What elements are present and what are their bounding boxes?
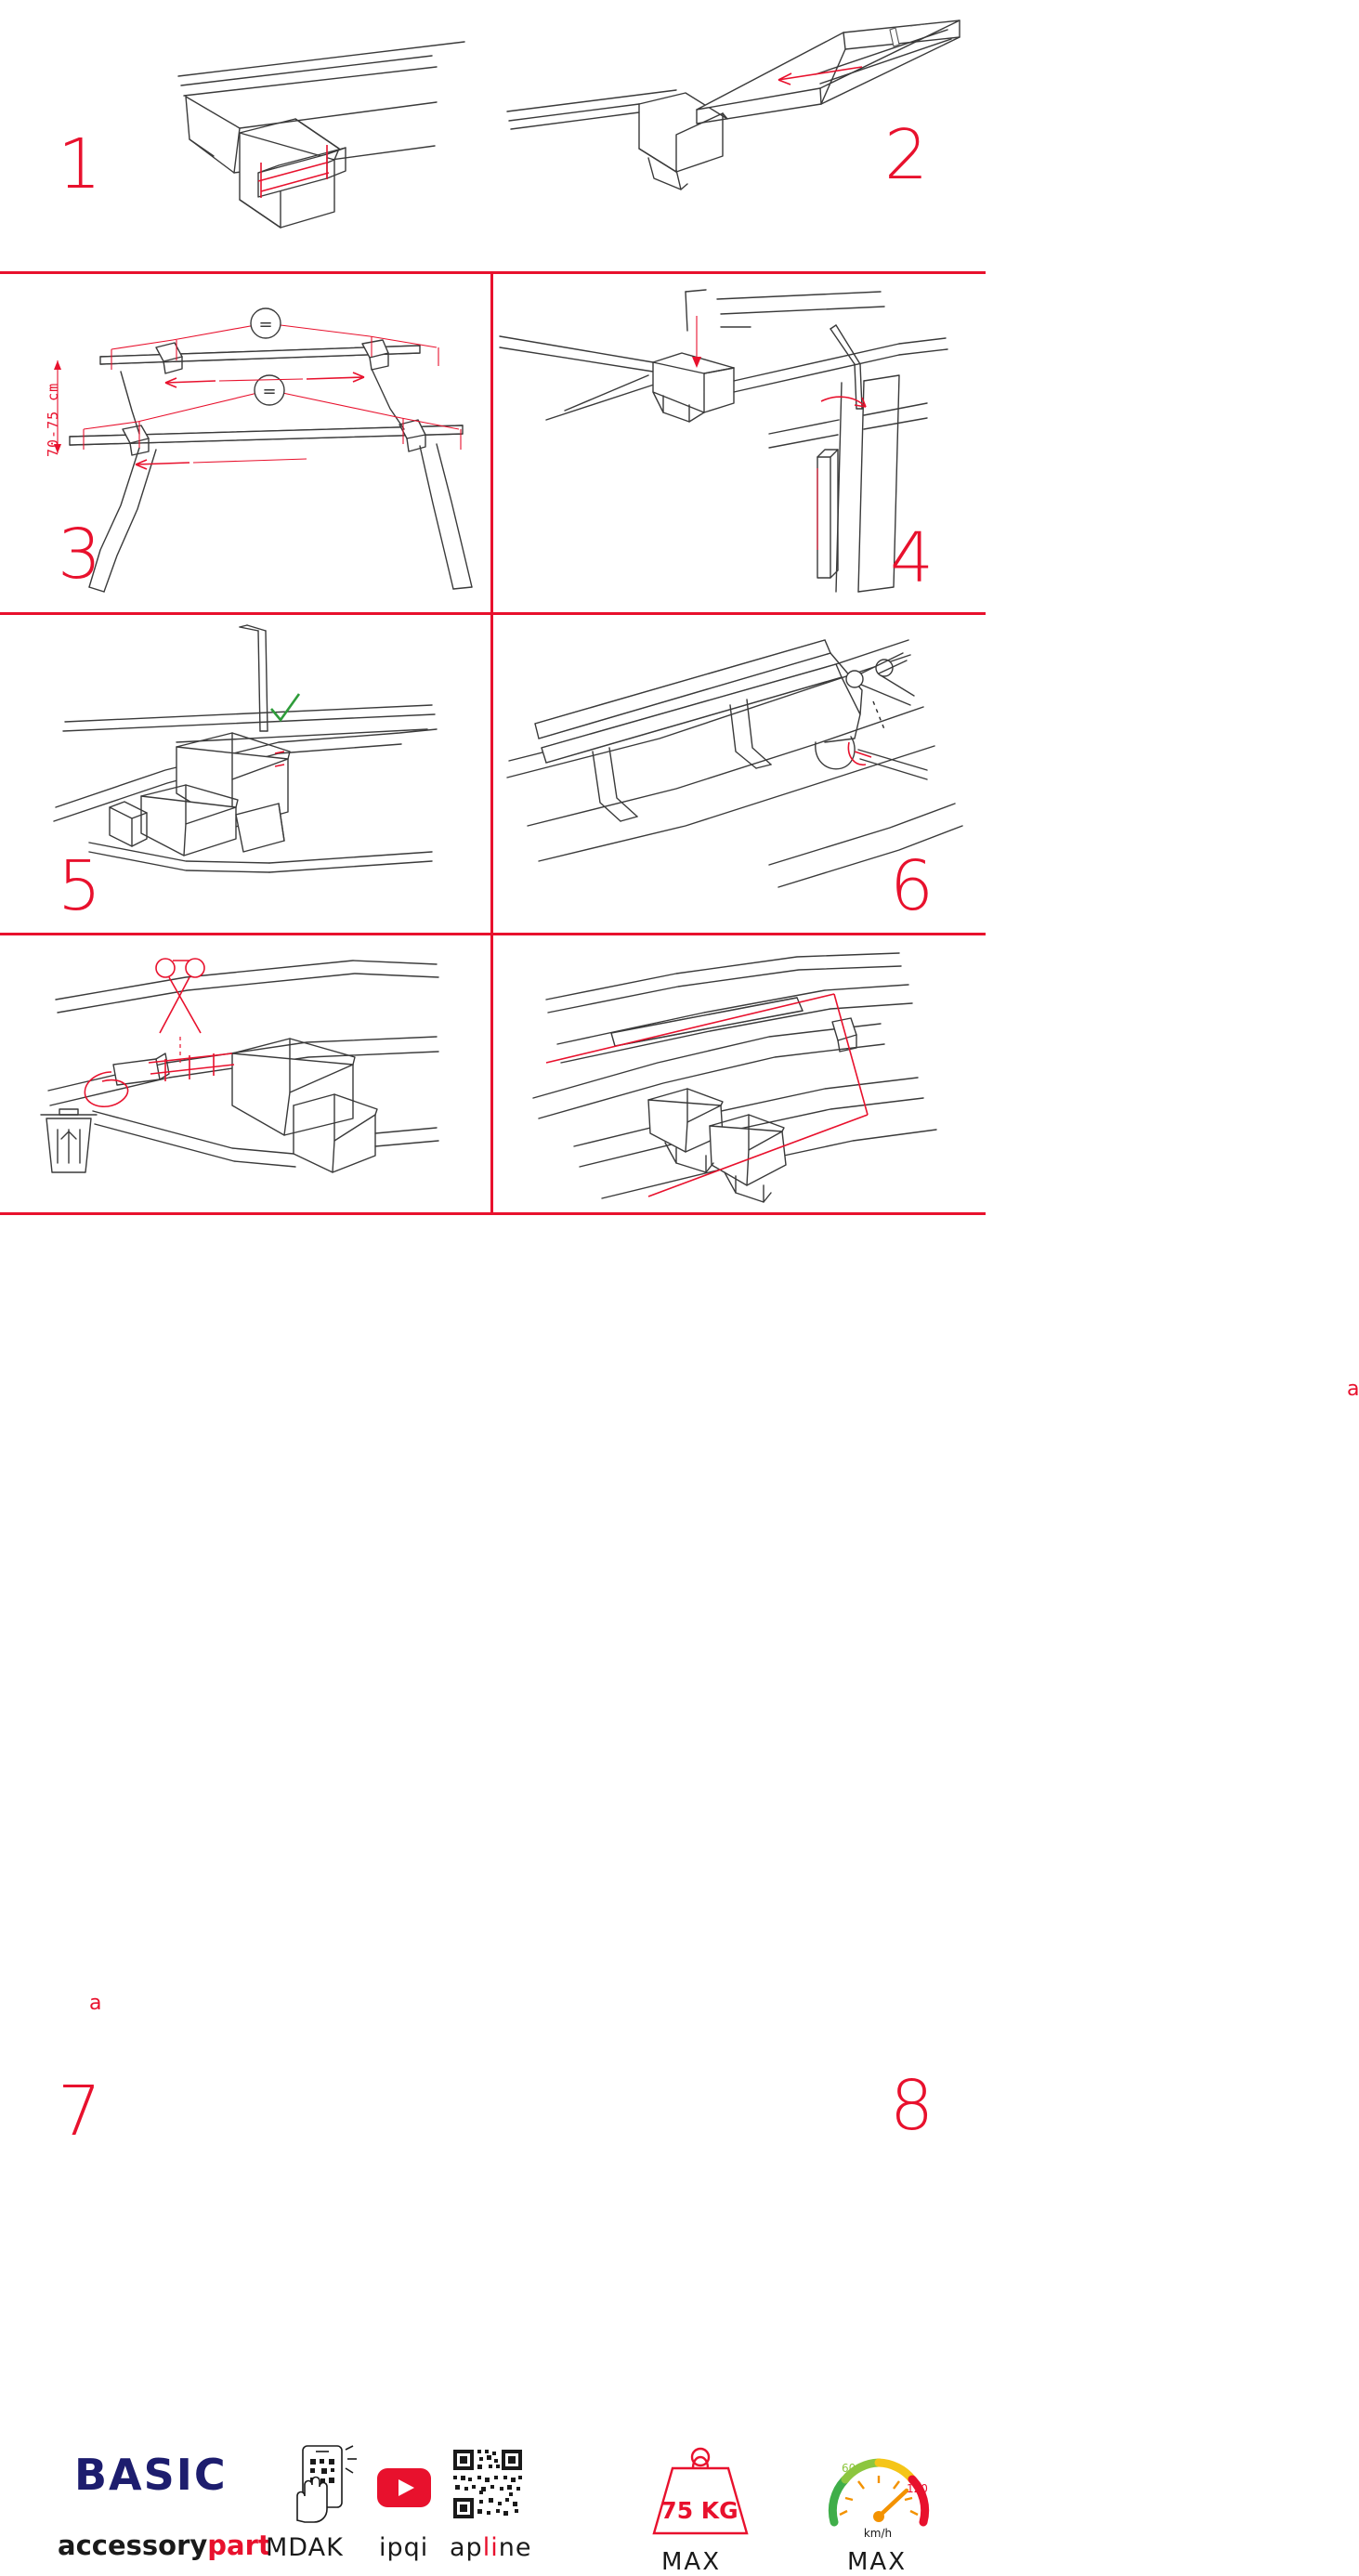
qr-code-icon[interactable] — [451, 2448, 524, 2520]
weight-icon — [639, 2444, 762, 2539]
step-2-panel — [490, 0, 986, 271]
callout-a-step6: a — [1347, 1378, 1359, 1401]
step-6-panel — [490, 612, 1359, 1401]
mdak-logo-label: MDAK — [266, 2533, 344, 2562]
phone-scan-icon — [290, 2444, 362, 2522]
step-number-5: 5 — [58, 846, 102, 926]
step-number-3: 3 — [58, 515, 102, 595]
step-7-drawing — [0, 933, 490, 1212]
callout-a-step7: a — [89, 1992, 102, 2015]
ipqi-logo-label: ipqi — [379, 2533, 429, 2562]
speedometer-tick-120: 120 — [907, 2482, 928, 2495]
accessorypart-logo-main: accessory — [58, 2530, 208, 2561]
step-8-drawing — [490, 933, 986, 1212]
step-number-6: 6 — [890, 846, 934, 926]
svg-text:=: = — [262, 382, 277, 401]
step-3-panel — [0, 271, 490, 612]
step-5-panel — [0, 612, 490, 933]
step-8-panel — [490, 933, 986, 2146]
max-weight-caption: MAX — [661, 2548, 722, 2576]
apline-logo-label: apline — [450, 2533, 532, 2562]
max-weight-value: 75 KG — [660, 2497, 738, 2524]
step-number-1: 1 — [58, 124, 102, 204]
accessorypart-logo-accent: part — [207, 2530, 271, 2561]
step-4-panel — [490, 271, 986, 612]
speed-unit-label: km/h — [863, 2527, 893, 2540]
max-speed-caption: MAX — [847, 2548, 908, 2576]
dimension-label-70-75cm: 70-75 cm — [45, 382, 61, 457]
accessorypart-logo — [58, 2530, 271, 2561]
step-number-8: 8 — [890, 2066, 934, 2146]
step-number-4: 4 — [890, 518, 934, 598]
step-1-panel — [0, 0, 490, 271]
youtube-icon[interactable] — [377, 2468, 431, 2507]
svg-text:=: = — [258, 315, 273, 334]
step-7-panel — [0, 933, 490, 2151]
step-number-2: 2 — [884, 115, 929, 195]
step-number-7: 7 — [58, 2072, 102, 2151]
basic-logo: BASIC — [74, 2450, 228, 2500]
footer — [0, 1212, 986, 2576]
speedometer-tick-60: 60 — [842, 2462, 856, 2475]
